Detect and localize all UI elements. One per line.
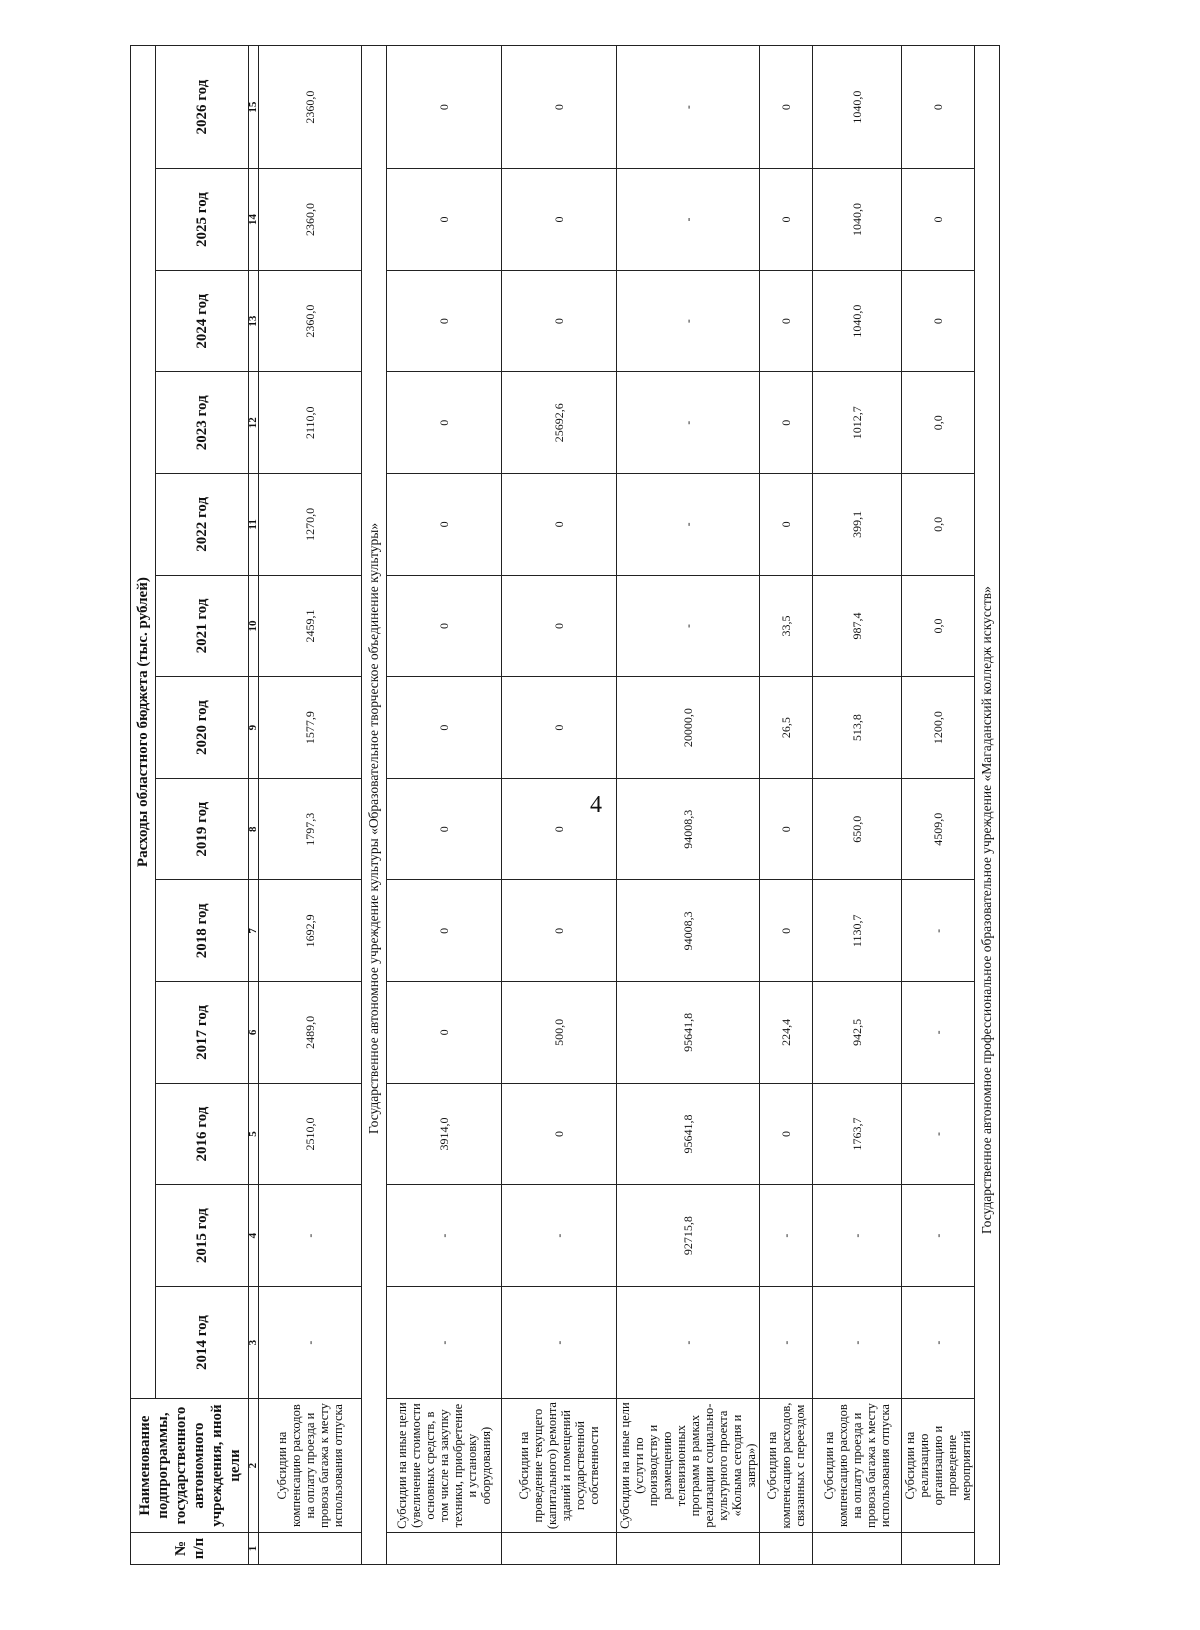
value-cell: - [902,880,975,982]
value-cell: 0 [502,677,617,779]
value-cell: 0 [502,46,617,169]
value-cell: 0 [902,46,975,169]
table-row [387,46,502,1565]
year-header: 2024 год [156,270,249,372]
row-number-cell [760,1532,813,1564]
value-cell: 1200,0 [902,677,975,779]
value-cell: 987,4 [813,575,902,677]
year-header: 2022 год [156,474,249,576]
value-cell: - [813,1286,902,1398]
value-cell: 1040,0 [813,169,902,271]
value-cell: 0 [387,778,502,880]
value-cell: 500,0 [502,982,617,1084]
value-cell: 1012,7 [813,372,902,474]
row-number-cell [813,1532,902,1564]
page-number: 4 [590,792,602,818]
value-cell: 1763,7 [813,1083,902,1185]
value-cell: 0 [502,778,617,880]
value-cell: 92715,8 [617,1185,760,1287]
value-cell: 650,0 [813,778,902,880]
value-cell: 20000,0 [617,677,760,779]
row-name-cell: Субсидии на компенсацию расходов на оплату проезда и провоза багажа к месту использования отпуска [813,1399,902,1533]
row-name-cell: Субсидии на компенсацию расходов на оплату проезда и провоза багажа к месту использования отпуска [259,1399,362,1533]
value-cell: 33,5 [760,575,813,677]
row-number-cell [387,1532,502,1564]
budget-table [130,45,1000,1565]
value-cell: 26,5 [760,677,813,779]
value-cell: 1692,9 [259,880,362,982]
value-cell: 0 [387,270,502,372]
column-number: 12 [249,372,259,474]
value-cell: 0 [760,169,813,271]
value-cell: - [502,1286,617,1398]
year-header: 2015 год [156,1185,249,1287]
value-cell: 224,4 [760,982,813,1084]
value-cell: 1040,0 [813,46,902,169]
value-cell: 1577,9 [259,677,362,779]
header-row-1 [131,46,156,1565]
value-cell: 0 [760,474,813,576]
value-cell: 3914,0 [387,1083,502,1185]
value-cell: 0,0 [902,575,975,677]
value-cell: - [760,1185,813,1287]
value-cell: - [617,474,760,576]
value-cell: 0 [387,474,502,576]
value-cell: 0 [387,372,502,474]
value-cell: 0 [387,880,502,982]
value-cell: 0 [502,880,617,982]
value-cell: 1040,0 [813,270,902,372]
year-header: 2014 год [156,1286,249,1398]
value-cell: 94008,3 [617,880,760,982]
section-row [975,46,1000,1565]
value-cell: 0,0 [902,474,975,576]
value-cell: 0 [902,270,975,372]
column-number: 7 [249,880,259,982]
value-cell: 0 [760,1083,813,1185]
value-cell: 0 [760,880,813,982]
value-cell: 0 [387,982,502,1084]
column-number: 6 [249,982,259,1084]
table-row [902,46,975,1565]
value-cell: - [902,982,975,1084]
value-cell: - [902,1083,975,1185]
column-number: 10 [249,575,259,677]
table-row [259,46,362,1565]
rotated-table-wrapper [130,45,1015,1565]
year-header: 2016 год [156,1083,249,1185]
year-header: 2023 год [156,372,249,474]
group-title: Расходы областного бюджета (тыс. рублей) [131,46,156,1399]
row-number-cell [259,1532,362,1564]
column-number: 9 [249,677,259,779]
value-cell: 0 [902,169,975,271]
row-number-cell [902,1532,975,1564]
column-number: 2 [249,1399,259,1533]
value-cell: - [902,1185,975,1287]
value-cell: - [617,1286,760,1398]
year-header: 2018 год [156,880,249,982]
value-cell: 0 [760,372,813,474]
year-header: 2017 год [156,982,249,1084]
column-number: 5 [249,1083,259,1185]
value-cell: 0 [502,1083,617,1185]
value-cell: 0 [502,169,617,271]
column-number: 14 [249,169,259,271]
column-number: 1 [249,1532,259,1564]
year-header: 2026 год [156,46,249,169]
value-cell: - [617,270,760,372]
value-cell: 0 [502,474,617,576]
value-cell: - [387,1185,502,1287]
value-cell: 0 [387,169,502,271]
year-header: 2021 год [156,575,249,677]
column-number: 13 [249,270,259,372]
value-cell: 95641,8 [617,982,760,1084]
year-header-row [156,46,249,1565]
value-cell: - [617,372,760,474]
column-number: 3 [249,1286,259,1398]
value-cell: 2110,0 [259,372,362,474]
column-number-row [249,46,259,1565]
section-row [362,46,387,1565]
value-cell: - [902,1286,975,1398]
row-name-cell: Субсидии на иные цели (услуги по производству и размещению телевизионных программ в рамках реализации социально-культурного проекта «Колыма сегодня и завтра») [617,1399,760,1533]
value-cell: - [617,169,760,271]
table-row [617,46,760,1565]
col-num-header: № п/п [131,1532,249,1564]
row-number-cell [617,1532,760,1564]
value-cell: - [502,1185,617,1287]
value-cell: 0 [387,575,502,677]
value-cell: 0 [387,46,502,169]
value-cell: 399,1 [813,474,902,576]
value-cell: 942,5 [813,982,902,1084]
value-cell: 95641,8 [617,1083,760,1185]
table-row [502,46,617,1565]
value-cell: 2510,0 [259,1083,362,1185]
value-cell: 1797,3 [259,778,362,880]
table-row [760,46,813,1565]
value-cell: - [617,575,760,677]
row-name-cell: Субсидии на реализацию организацию и проведение мероприятий [902,1399,975,1533]
row-number-cell [502,1532,617,1564]
value-cell: 513,8 [813,677,902,779]
value-cell: 0 [387,677,502,779]
value-cell: 2459,1 [259,575,362,677]
value-cell: 0 [760,46,813,169]
row-name-cell: Субсидии на иные цели (увеличение стоимости основных средств, в том числе на закупку техники, приобретение и установку оборудования) [387,1399,502,1533]
value-cell: 25692,6 [502,372,617,474]
section-title: Государственное автономное учреждение культуры «Образовательное творческое объединение культуры» [362,46,387,1565]
section-title: Государственное автономное профессиональное образовательное учреждение «Магаданский колледж искусств» [975,46,1000,1565]
value-cell: - [387,1286,502,1398]
value-cell: 2360,0 [259,46,362,169]
value-cell: 0 [502,270,617,372]
value-cell: 94008,3 [617,778,760,880]
value-cell: - [813,1185,902,1287]
column-number: 8 [249,778,259,880]
col-name-header: Наименование подпрограммы, государственного автономного учреждения, иной цели [131,1399,249,1533]
row-name-cell: Субсидии на компенсацию расходов, связанных с переездом [760,1399,813,1533]
column-number: 15 [249,46,259,169]
table-body [259,46,1000,1565]
value-cell: 0 [760,270,813,372]
value-cell: 2360,0 [259,169,362,271]
value-cell: 2489,0 [259,982,362,1084]
year-header: 2025 год [156,169,249,271]
value-cell: 1270,0 [259,474,362,576]
row-name-cell: Субсидии на проведение текущего (капитального) ремонта зданий и помещений государственной собственности [502,1399,617,1533]
column-number: 11 [249,474,259,576]
value-cell: 4509,0 [902,778,975,880]
year-header: 2019 год [156,778,249,880]
value-cell: 2360,0 [259,270,362,372]
value-cell: 1130,7 [813,880,902,982]
value-cell: 0 [760,778,813,880]
column-number: 4 [249,1185,259,1287]
value-cell: - [259,1286,362,1398]
value-cell: - [617,46,760,169]
value-cell: 0 [502,575,617,677]
value-cell: 0,0 [902,372,975,474]
value-cell: - [259,1185,362,1287]
year-header: 2020 год [156,677,249,779]
value-cell: - [760,1286,813,1398]
table-row [813,46,902,1565]
